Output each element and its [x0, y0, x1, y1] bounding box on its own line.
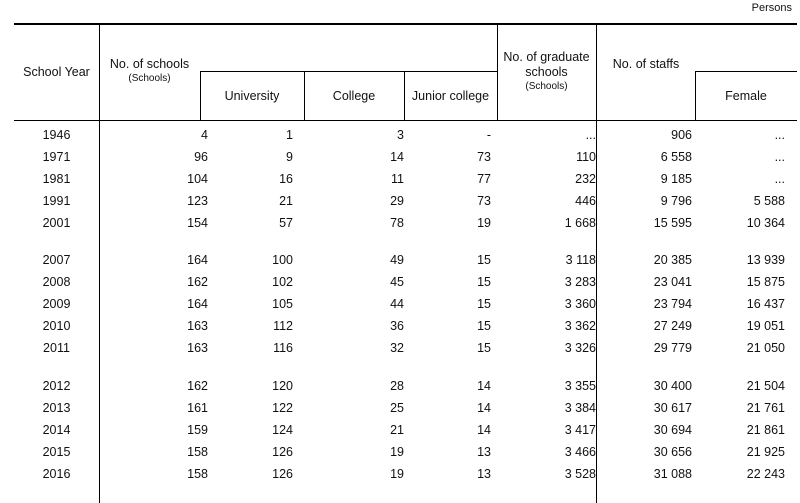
cell-staffs: 20 385 — [653, 253, 692, 267]
cell-female: 21 861 — [746, 423, 785, 437]
cell-college: 32 — [390, 341, 404, 355]
cell-year: 2012 — [42, 379, 71, 393]
cell-university: 124 — [272, 423, 293, 437]
cell-university: 112 — [273, 319, 293, 333]
cell-year: 1971 — [42, 150, 71, 164]
table-row — [14, 317, 797, 337]
cell-college: 19 — [390, 445, 404, 459]
cell-female: ... — [774, 172, 785, 186]
cell-schools: 162 — [187, 379, 208, 393]
cell-staffs: 9 796 — [660, 194, 692, 208]
table-row — [14, 377, 797, 397]
cell-graduate: 3 326 — [564, 341, 596, 355]
cell-university: 16 — [279, 172, 293, 186]
header-school-year: School Year — [23, 65, 90, 79]
cell-graduate: 232 — [575, 172, 596, 186]
cell-year: 1991 — [42, 194, 71, 208]
cell-graduate: 3 362 — [564, 319, 596, 333]
header-graduate-schools-unit: (Schools) — [525, 81, 568, 92]
cell-year: 2016 — [42, 467, 71, 481]
cell-year: 2011 — [43, 341, 70, 355]
cell-female: 13 939 — [746, 253, 785, 267]
header-female: Female — [725, 89, 767, 103]
cell-schools: 158 — [187, 445, 208, 459]
cell-university: 105 — [272, 297, 293, 311]
cell-staffs: 27 249 — [653, 319, 692, 333]
table-row — [14, 421, 797, 441]
header-graduate-schools-line2: schools — [525, 65, 568, 79]
cell-university: 126 — [272, 445, 293, 459]
table-row — [14, 214, 797, 234]
cell-university: 100 — [272, 253, 293, 267]
table-row — [14, 251, 797, 271]
cell-female: 16 437 — [746, 297, 785, 311]
cell-schools: 163 — [187, 319, 208, 333]
cell-female: 21 925 — [746, 445, 785, 459]
header-junior-college: Junior college — [411, 89, 490, 103]
cell-staffs: 6 558 — [660, 150, 692, 164]
cell-college: 11 — [391, 172, 404, 186]
cell-staffs: 906 — [671, 128, 692, 142]
cell-college: 21 — [390, 423, 404, 437]
cell-schools: 123 — [187, 194, 208, 208]
cell-year: 1946 — [42, 128, 71, 142]
cell-junior: 14 — [477, 401, 491, 415]
cell-college: 25 — [390, 401, 404, 415]
cell-female: 22 243 — [746, 467, 785, 481]
unit-label: Persons — [751, 2, 792, 14]
cell-graduate: 3 283 — [564, 275, 596, 289]
cell-junior: 73 — [477, 150, 491, 164]
cell-junior: 15 — [477, 319, 491, 333]
cell-graduate: 3 118 — [565, 253, 596, 267]
cell-female: 5 588 — [753, 194, 785, 208]
cell-female: ... — [774, 150, 785, 164]
table-row — [14, 148, 797, 168]
data-table — [14, 23, 797, 481]
cell-university: 120 — [272, 379, 293, 393]
cell-university: 21 — [279, 194, 293, 208]
header-graduate-schools-line1: No. of graduate — [503, 50, 590, 64]
cell-staffs: 29 779 — [653, 341, 692, 355]
cell-schools: 158 — [187, 467, 208, 481]
cell-junior: 19 — [477, 216, 491, 230]
cell-staffs: 23 794 — [653, 297, 692, 311]
cell-graduate: 1 668 — [564, 216, 596, 230]
cell-junior: 14 — [477, 379, 491, 393]
cell-graduate: 110 — [576, 150, 596, 164]
cell-schools: 159 — [187, 423, 208, 437]
cell-schools: 164 — [187, 253, 208, 267]
cell-junior: 15 — [477, 297, 491, 311]
header-no-of-staffs: No. of staffs — [612, 57, 680, 71]
cell-year: 2009 — [42, 297, 71, 311]
cell-staffs: 30 400 — [653, 379, 692, 393]
cell-junior: 15 — [477, 275, 491, 289]
cell-university: 126 — [272, 467, 293, 481]
cell-year: 2014 — [42, 423, 71, 437]
cell-junior: - — [486, 128, 491, 142]
cell-year: 2008 — [42, 275, 71, 289]
table-row — [14, 465, 797, 485]
cell-schools: 161 — [187, 401, 208, 415]
cell-college: 3 — [397, 128, 404, 142]
table-row — [14, 192, 797, 212]
cell-junior: 13 — [477, 445, 491, 459]
cell-junior: 14 — [477, 423, 491, 437]
cell-graduate: 3 355 — [564, 379, 596, 393]
cell-university: 9 — [286, 150, 293, 164]
cell-junior: 15 — [477, 253, 491, 267]
table-row — [14, 399, 797, 419]
cell-staffs: 9 185 — [660, 172, 692, 186]
cell-female: 15 875 — [746, 275, 785, 289]
table-header — [14, 23, 797, 121]
table-row — [14, 126, 797, 146]
cell-staffs: 15 595 — [653, 216, 692, 230]
cell-graduate: 3 466 — [564, 445, 596, 459]
cell-college: 45 — [390, 275, 404, 289]
header-no-of-schools-unit: (Schools) — [128, 73, 171, 84]
cell-college: 36 — [390, 319, 404, 333]
cell-college: 19 — [390, 467, 404, 481]
table-row — [14, 443, 797, 463]
cell-university: 122 — [272, 401, 293, 415]
cell-staffs: 30 617 — [653, 401, 692, 415]
cell-female: 19 051 — [746, 319, 785, 333]
header-university: University — [224, 89, 280, 103]
header-no-of-schools: No. of schools — [109, 57, 190, 71]
cell-graduate: ... — [585, 128, 596, 142]
cell-graduate: 446 — [575, 194, 596, 208]
cell-college: 14 — [390, 150, 404, 164]
cell-year: 1981 — [42, 172, 71, 186]
cell-female: 21 761 — [746, 401, 785, 415]
header-college: College — [332, 89, 376, 103]
cell-college: 29 — [390, 194, 404, 208]
cell-staffs: 30 694 — [653, 423, 692, 437]
cell-year: 2007 — [42, 253, 71, 267]
cell-staffs: 30 656 — [653, 445, 692, 459]
cell-college: 28 — [390, 379, 404, 393]
cell-graduate: 3 528 — [564, 467, 596, 481]
cell-graduate: 3 417 — [564, 423, 596, 437]
cell-schools: 154 — [187, 216, 208, 230]
cell-junior: 73 — [477, 194, 491, 208]
cell-female: ... — [774, 128, 785, 142]
cell-staffs: 31 088 — [653, 467, 692, 481]
cell-college: 49 — [390, 253, 404, 267]
cell-year: 2013 — [42, 401, 71, 415]
cell-female: 10 364 — [746, 216, 785, 230]
table-row — [14, 170, 797, 190]
cell-staffs: 23 041 — [653, 275, 692, 289]
cell-schools: 164 — [187, 297, 208, 311]
cell-graduate: 3 384 — [564, 401, 596, 415]
cell-schools: 163 — [187, 341, 208, 355]
cell-female: 21 050 — [746, 341, 785, 355]
cell-year: 2001 — [42, 216, 71, 230]
cell-university: 102 — [272, 275, 293, 289]
cell-junior: 13 — [477, 467, 491, 481]
table-row — [14, 295, 797, 315]
table-row — [14, 339, 797, 359]
cell-college: 78 — [390, 216, 404, 230]
cell-year: 2010 — [42, 319, 71, 333]
cell-university: 57 — [279, 216, 293, 230]
cell-schools: 96 — [194, 150, 208, 164]
cell-schools: 104 — [187, 172, 208, 186]
cell-college: 44 — [390, 297, 404, 311]
cell-university: 116 — [273, 341, 293, 355]
cell-year: 2015 — [42, 445, 71, 459]
cell-schools: 162 — [187, 275, 208, 289]
cell-schools: 4 — [201, 128, 208, 142]
cell-female: 21 504 — [746, 379, 785, 393]
table-row — [14, 273, 797, 293]
cell-junior: 77 — [477, 172, 491, 186]
cell-junior: 15 — [477, 341, 491, 355]
cell-university: 1 — [286, 128, 293, 142]
cell-graduate: 3 360 — [564, 297, 596, 311]
